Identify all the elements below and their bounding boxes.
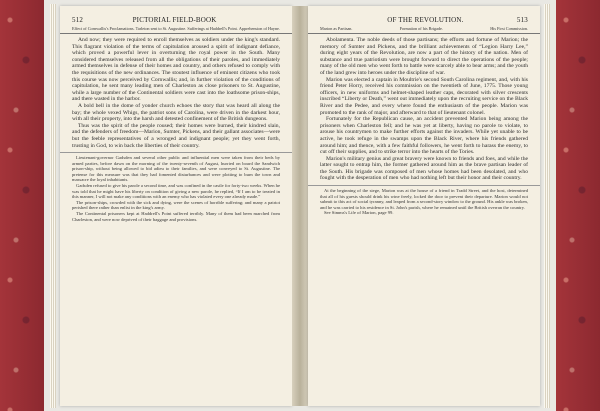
right-subhead: Marion as Partisan. <box>320 26 353 31</box>
left-running-title: PICTORIAL FIELD-BOOK <box>132 16 217 24</box>
paragraph: Thus was the spirit of the people roused; their homes were burned, their kindred slain, and the defenders of freedom—Marion, Sumter, Pickens, and their gallant associates—were but the feeble representatives of a wronged and indignant people; yet they went forth, trusting in God, to win back the liberties of their country. <box>72 122 280 149</box>
footnote: The Continental prisoners kept at Haddrell's Point suffered terribly. Many of them had been marched from Charleston, and were now deprived of their baggage and provisions. <box>72 211 280 222</box>
left-subhead: Tarleton sent to St. Augustine. <box>135 26 187 31</box>
left-subheads <box>60 25 292 34</box>
right-subhead: Formation of his Brigade. <box>399 26 443 31</box>
left-subhead: Effect of Cornwallis's Proclamations. <box>72 26 135 31</box>
left-cover-board <box>0 0 44 411</box>
left-subhead: Sufferings at Haddrell's Point. <box>187 26 238 31</box>
footnote: At the beginning of the siege, Marion was at the house of a friend in Tradd Street, and the host, determined that all of his guests should drink his wine freely, locked the door to prevent their departure. Marion would not submit to this act of social tyranny, and leaped from a second-story window to the ground. His ankle was broken, and he was carried to his residence in St. John's parish, where he remained until the British overran the country. <box>320 188 528 210</box>
right-body-text <box>308 37 540 182</box>
right-page-number: 513 <box>516 16 528 24</box>
book-gutter <box>292 6 308 406</box>
footnote: The prison-ships, crowded with the sick and dying, were the scenes of horrible suffering; and many a patriot perished there rather than enlist in the king's army. <box>72 199 280 211</box>
paragraph: Abolamenta. The noble deeds of those partisans; the efforts and fortune of Marion; the memory of Sumter and Pickens, and the brilliant achievements of “Legion Harry Lee,” during eight years of the Revolution, are now a part of the history of the nation. Men of substance and true patriotism were brought forward to direct the operations of the people; many of the old men who went forth to battle were scarcely able to bear arms; and the youth of the land grew into heroes under the discipline of war. <box>320 37 528 76</box>
footnote-source: See Simms's Life of Marion, page 99. <box>324 210 394 216</box>
paragraph: Fortunately for the Republican cause, an accident prevented Marion being among the prisoners when Charleston fell; and he was yet at liberty, having no parole to violate, to arouse his countrymen to make further efforts against the invaders. While yet unable to be active, he took refuge in the swamps upon the Black River, where his friends gathered around him; and thence, with a few faithful followers, he went forth to harass the enemy, to cut off their supplies, and to strike terror into the hearts of the Tories. <box>320 116 528 156</box>
footnote: Gadsden refused to give his parole a second time, and was confined in the castle for forty-two weeks. When he was told that he might have his liberty on condition of giving a new parole, he replied, “If I am to be treated in this manner, I will not make any conditions with an enemy who has violated every one already made.” <box>72 183 280 200</box>
right-page-edges <box>544 4 550 408</box>
right-subhead: His First Commission. <box>490 26 528 31</box>
left-subhead: Apprehension of Hayne. <box>238 26 280 31</box>
paragraph: Marion's military genius and great bravery were known to friends and foes, and while the latter sought to entrap him, the former gathered around him as the brave partisan leader of the South. His brigade was composed of men whose homes had been desolated, and who fought with the desperation of men who had nothing left but their honor and their country. <box>320 155 528 182</box>
right-footnotes <box>308 185 540 216</box>
right-running-title: OF THE REVOLUTION. <box>387 16 464 24</box>
left-page <box>60 6 292 406</box>
left-body-text <box>60 37 292 149</box>
right-subheads <box>308 25 540 34</box>
left-footnotes <box>60 152 292 222</box>
right-page <box>308 6 540 406</box>
left-page-number: 512 <box>72 16 84 24</box>
left-running-head <box>60 6 292 25</box>
paragraph: And now; they were required to enroll themselves as soldiers under the king's standard. This flagrant violation of the terms of capitulation aroused a spirit of indignant defiance, which proved a powerful lever in overturning the royal power in the South. Many considered themselves released from all the obligations of their paroles, and immediately armed themselves in defense of their homes and country, and others refused to comply with the requisitions of the new ordinances. The stoutest influence of eminent citizens who took this course was now perceived by Cornwallis; and, in further violation of the conditions of capitulation, he sent many leading men of Charleston as close prisoners to St. Augustine, while a large number of the Continental soldiers were cast into the loathsome prison-ships, and there wasted in the harbor. <box>72 37 280 103</box>
footnote: Lieutenant-governor Gadsden and several other public and influential men were taken from their beds by armed parties, before dawn on the morning of the twenty-seventh of August, hurried on board the Sandwich prison-ship, without being allowed to bid adieu to their families, and were conveyed to St. Augustine. The pretense for this measure was that they had fomented disturbances and were plotting to burn the town and massacre the loyal inhabitants. <box>72 155 280 183</box>
left-page-edges <box>50 4 56 408</box>
right-cover-board <box>556 0 600 411</box>
right-running-head <box>308 6 540 25</box>
paragraph: A bold bell in the dome of yonder church echoes the story that was heard all along the bay; the whole vexed Whigs, the patriot sons of Carolina, were driven in the darkest hour, with all their property, into the harsh and detested confinement of the British dungeons. <box>72 102 280 123</box>
paragraph: Marion was elected a captain in Moultrie's second South Carolina regiment, and, with his friend Peter Horry, received his commission on the twentieth of June, 1775. Those young officers, in new uniforms and helmet-shaped leather caps, decorated with silver crescents inscribed “Liberty or Death,” went out immediately upon the recruiting service on the Black River and the Pedee, and every where found the enthusiasm of the people. Marion was promoted to the rank of major, and afterward to that of lieutenant colonel. <box>320 76 528 116</box>
